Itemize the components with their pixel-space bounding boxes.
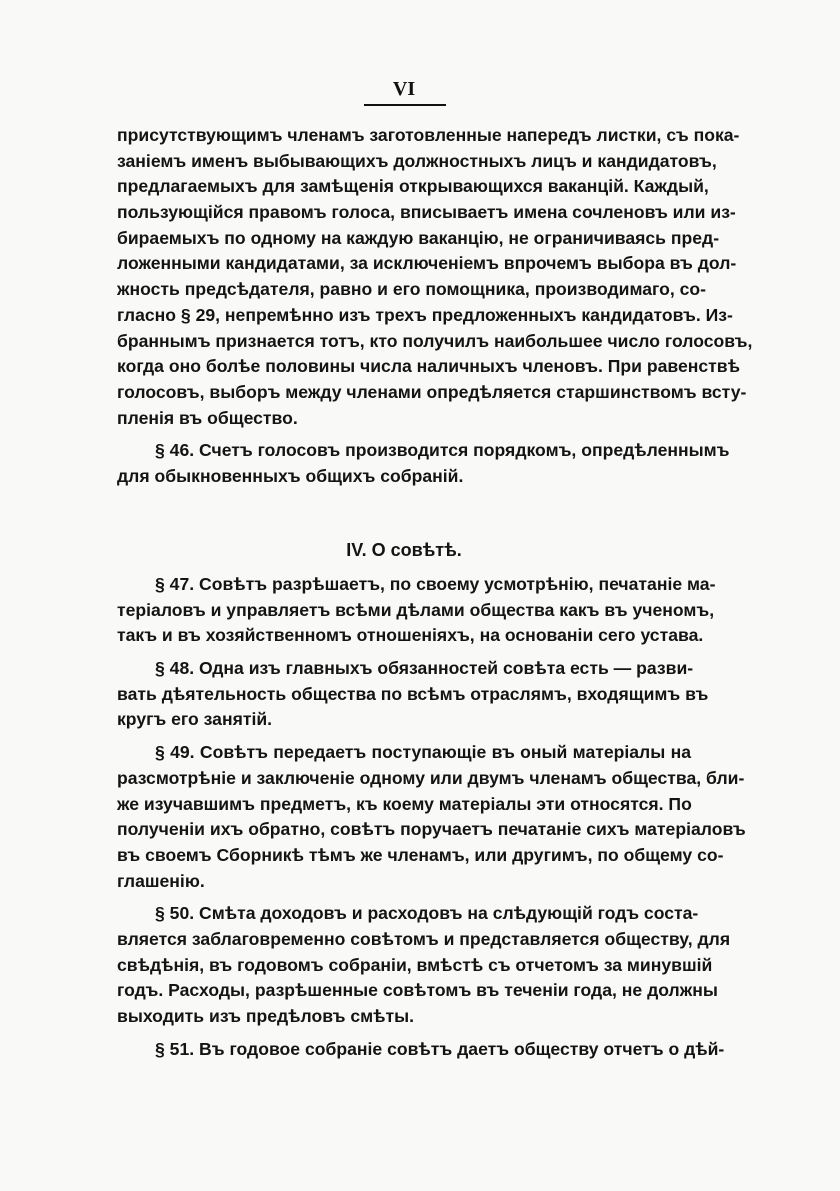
paragraph (117, 572, 716, 649)
text-line: предлагаемыхъ для замѣщенія открывающихся ваканцій. Каждый, (117, 176, 709, 197)
section-heading: IV. О совѣтѣ. (346, 540, 462, 560)
text-line: вляется заблаговременно совѣтомъ и представляется обществу, для (117, 928, 731, 949)
paragraph (117, 123, 753, 431)
text-line: вать дѣятельность общества по всѣмъ отраслямъ, входящимъ въ (117, 683, 709, 704)
paragraph (117, 438, 730, 489)
text-line: § 48. Одна изъ главныхъ обязанностей совѣта есть — разви- (155, 658, 694, 679)
paragraph (117, 656, 709, 733)
text-line: свѣдѣнія, въ годовомъ собраніи, вмѣстѣ съ отчетомъ за минувшій (117, 954, 713, 975)
text-line: § 51. Въ годовое собраніе совѣтъ даетъ обществу отчетъ о дѣй- (155, 1038, 725, 1059)
text-line: присутствующимъ членамъ заготовленные напередъ листки, съ пока- (117, 125, 740, 145)
text-line: же изучавшимъ предметъ, къ коему матеріалы эти относятся. По (117, 793, 692, 814)
text-line: § 50. Смѣта доходовъ и расходовъ на слѣдующій годъ соста- (155, 903, 699, 924)
text-line: годъ. Расходы, разрѣшенные совѣтомъ въ теченіи года, не должны (117, 980, 718, 1001)
page-number-rule (364, 104, 446, 106)
text-line: пленія въ общество. (117, 407, 298, 428)
text-line: § 47. Совѣтъ разрѣшаетъ, по своему усмотрѣнію, печатаніе ма- (155, 574, 716, 594)
text-line: ложенными кандидатами, за исключеніемъ впрочемъ выбора въ дол- (117, 253, 737, 274)
text-line: гласно § 29, непремѣнно изъ трехъ предложенныхъ кандидатовъ. Из- (117, 304, 733, 325)
text-line: въ своемъ Сборникѣ тѣмъ же членамъ, или другимъ, по общему со- (117, 844, 724, 865)
text-line: выходить изъ предѣловъ смѣты. (117, 1006, 415, 1026)
paragraphs-bottom (117, 572, 746, 1062)
paragraphs-top (117, 123, 753, 490)
text-line: теріаловъ и управляетъ всѣми дѣлами общества какъ въ ученомъ, (117, 599, 715, 620)
text-line: такъ и въ хозяйственномъ отношеніяхъ, на основаніи сего устава. (117, 625, 704, 646)
text-line: разсмотрѣніе и заключеніе одному или двумъ членамъ общества, бли- (117, 767, 745, 788)
text-line: заніемъ именъ выбывающихъ должностныхъ лицъ и кандидатовъ, (117, 150, 717, 171)
text-line: когда оно болѣе половины числа наличныхъ членовъ. При равенствѣ (117, 356, 740, 377)
text-line: пользующійся правомъ голоса, вписываетъ имена сочленовъ или из- (117, 202, 736, 223)
page-number: VI (392, 78, 416, 100)
text-line: голосовъ, выборъ между членами опредѣляется старшинствомъ всту- (117, 381, 747, 402)
paragraph (117, 1037, 725, 1063)
text-line: § 46. Счетъ голосовъ производится порядкомъ, опредѣленнымъ (155, 440, 730, 461)
text-line: глашенію. (117, 870, 205, 891)
text-line: бираемыхъ по одному на каждую ваканцію, не ограничиваясь пред- (117, 227, 720, 248)
paragraph (117, 740, 746, 894)
text-line: для обыкновенныхъ общихъ собраній. (117, 465, 464, 486)
paragraph (117, 901, 731, 1029)
text-line: жность предсѣдателя, равно и его помощника, производимаго, со- (117, 279, 707, 300)
text-line: § 49. Совѣтъ передаетъ поступающіе въ оный матеріалы на (155, 742, 691, 763)
text-line: полученіи ихъ обратно, совѣтъ поручаетъ печатаніе сихъ матеріаловъ (117, 819, 746, 840)
text-line: кругъ его занятій. (117, 709, 273, 730)
text-line: браннымъ признается тотъ, кто получилъ наибольшее число голосовъ, (117, 330, 753, 351)
